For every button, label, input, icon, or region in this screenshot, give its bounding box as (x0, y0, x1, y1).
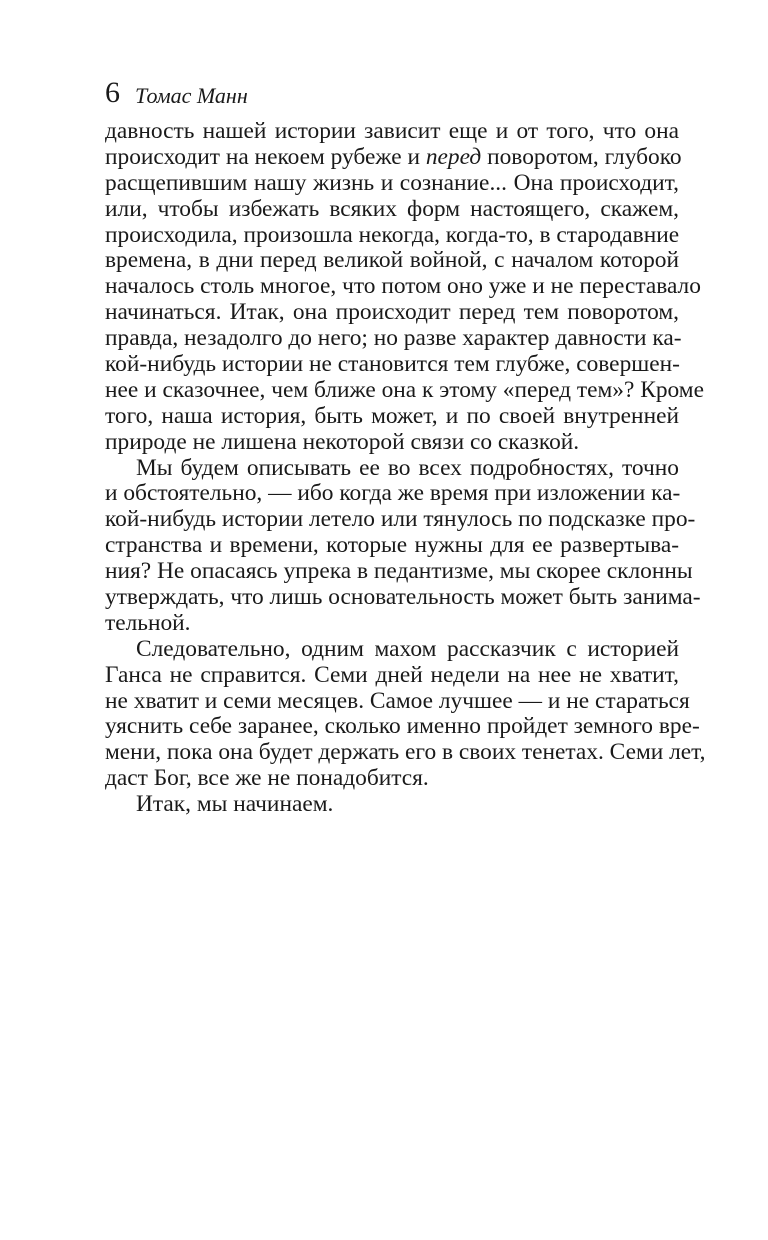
text-line: природе не лишена некоторой связи со сказкой. (105, 428, 580, 455)
text-line: уяснить себе заранее, сколько именно пройдет земного вре- (105, 713, 700, 740)
paragraph (105, 635, 706, 792)
paragraph (105, 792, 679, 818)
text-line: Мы будем описывать ее во всех подробностях, точно (136, 454, 679, 481)
running-head-author: Томас Манн (135, 83, 248, 108)
text-line: даст Бог, все же не понадобится. (105, 765, 429, 792)
text-line: того, наша история, быть может, и по своей внутренней (105, 402, 679, 429)
page-header (105, 75, 679, 119)
text-line: Ганса не справится. Семи дней недели на нее не хватит, (105, 661, 679, 688)
text-line: времена, в дни перед великой войной, с началом которой (105, 247, 679, 274)
emphasis-word: перед (425, 143, 482, 170)
text-line: или, чтобы избежать всяких форм настоящего, скажем, (105, 195, 679, 222)
text-line: мени, пока она будет держать его в своих тенетах. Семи лет, (105, 739, 706, 766)
text-line: расщепившим нашу жизнь и сознание... Она происходит, (105, 169, 679, 196)
text-line: происходила, произошла некогда, когда-то, в стародавние (105, 221, 680, 248)
body-text (105, 118, 706, 818)
text-segment: поворотом, глубоко (481, 143, 682, 170)
text-line: и обстоятельно, — ибо когда же время при изложении ка- (105, 480, 681, 507)
text-line: утверждать, что лишь основательность может быть занима- (105, 584, 701, 611)
text-line: давность нашей истории зависит еще и от того, что она (105, 118, 679, 144)
text-line: кой-нибудь истории не становится тем глубже, совершен- (105, 351, 680, 378)
text-line: кой-нибудь истории летело или тянулось по подсказке про- (105, 506, 696, 533)
text-line: тельной. (105, 609, 191, 636)
text-line (105, 143, 682, 171)
text-line: правда, незадолго до него; но разве характер давности ка- (105, 325, 682, 352)
text-line: нее и сказочнее, чем ближе она к этому «перед тем»? Кроме (105, 376, 704, 403)
text-segment: происходит на некоем рубеже и (105, 143, 426, 170)
page-number: 6 (105, 76, 120, 109)
book-page (105, 75, 706, 818)
paragraph (105, 454, 701, 637)
text-line: начинаться. Итак, она происходит перед тем поворотом, (105, 299, 679, 326)
text-line: началось столь многое, что потом оно уже и не переставало (105, 273, 701, 300)
text-line: странства и времени, которые нужны для ее развертыва- (105, 532, 679, 559)
text-line: не хватит и семи месяцев. Самое лучшее — и не стараться (105, 687, 690, 714)
paragraph (105, 118, 704, 456)
text-line: Итак, мы начинаем. (136, 791, 334, 818)
text-line: Следовательно, одним махом рассказчик с историей (136, 635, 679, 662)
text-line: ния? Не опасаясь упрека в педантизме, мы скорее склонны (105, 558, 693, 585)
